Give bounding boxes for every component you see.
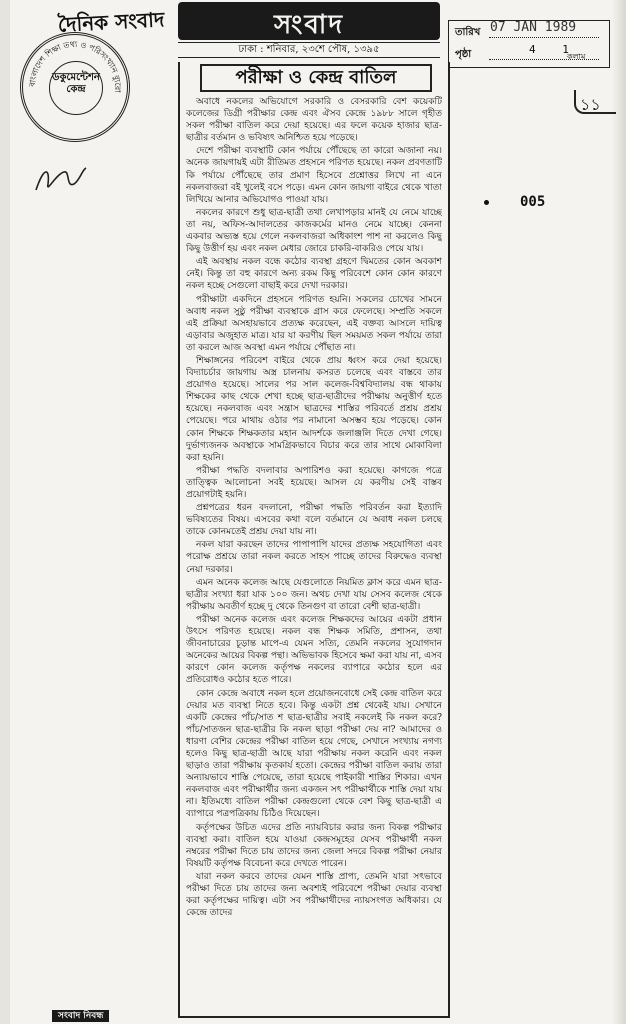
handwritten-signature (30, 160, 90, 200)
newspaper-logo (178, 2, 440, 40)
article-paragraph: প্রশ্নপত্রের ধরন বদলানো, পরীক্ষা পদ্ধতি পরিবর্তন করা ইত্যাদি ভবিষ্যতের বিষয়। এসবের কথা বলে বর্তমানে যে অবাধ নকল চলছে তাকে কোনমতেই প্রশ্রয় দেয়া যায় না। (186, 503, 442, 538)
bottom-tag: সংবাদ নিবন্ধ (52, 1010, 109, 1022)
article-paragraph: পরীক্ষা পদ্ধতি বদলাবার অপারিশও করা হয়েছে। কাগজে পত্রে তাত্ত্বিক আলোচনা সবই হয়েছে। আসল যে করণীয় সেই বাস্তব প্রয়োগটাই হয়নি। (186, 465, 442, 500)
dot-mark (484, 200, 489, 205)
newspaper-logo-text: সংবাদ (273, 10, 345, 40)
page-edge-left (0, 0, 10, 1024)
documentation-stamp (20, 32, 130, 142)
stamp-center-line1: ডকুমেন্টেশন (52, 72, 100, 83)
stamp-inner-circle (49, 61, 103, 115)
article-body (186, 96, 442, 1010)
article-paragraph: দেশে পরীক্ষা ব্যবস্থাটি কোন পর্যায়ে পৌঁছেছে তা কারো অজানা নয়। অনেক জায়গায়ই এটা রীতিমত প্রহসনে পরিণত হয়েছে। নকল প্রবণতাটি কি পর্যায়ে পৌঁছেছে তার প্রমাণ হিসেবে প্রশ্নোত্তর লিখে না এনে নকলবাজরা বই খুলেই বসে পড়ে। এমন কোন জায়গা বাইরে থেকে খাতা লিখিয়ে আনার অভিযোগও পাওয়া যায়। (186, 146, 442, 205)
article-paragraph: পরীক্ষাটা একদিনে প্রহসনে পরিণত হয়নি। সকলের চোখের সামনে অবাধ নকল সুষ্ঠু পরীক্ষা ব্যবস্থাকে গ্রাস করে ফেলেছে। সম্প্রতি সকলে এই প্রক্রিয়া অসহায়ভাবে প্রত্যক্ষ করেছেন, এই বক্তব্য আসলে দায়িত্ব এড়াবার অজুহাত মাত্র। যার যা করণীয় ছিল সময়মত সকল পর্যায়ে তারা তা করলে আজ অবস্থা এমন পর্যায়ে পৌঁছাত না। (186, 294, 442, 353)
article-paragraph: শিক্ষাঙ্গনের পরিবেশ বাইরে থেকে প্রায় ধ্বংস করে দেয়া হয়েছে। বিদ্যাচর্চার জায়গায় অস্ত্র চালনায় কসরত চলেছে এবং বাস্তবে তার প্রয়োগও হয়েছে। সালের পর সাল কলেজ-বিশ্ববিদ্যালয় বন্ধ থাকায় শিক্ষকের কাছ থেকে শেখা হচ্ছে ছাত্র-ছাত্রীদের পরীক্ষায় অনুত্তীর্ণ হতে হয়েছে। নকলবাজ এবং সন্ত্রাস ছাত্রদের শাস্তির পরিবর্তে প্রশ্রয় প্রশ্রয় পেয়েছে। পরে মাথায় ওঠার পর নামানো অসম্ভব হয়ে পড়েছে। কোন কোন শিক্ষকে শিক্ষকতার মহান আদর্শকে জলাঞ্জলি দিতে দেখা গেছে। দুর্ভাগ্যজনক অবস্থাকে সামগ্রিকভাবে বিচার করে তার সাথে মোকাবিলা করা হয়নি। (186, 355, 442, 463)
article-headline: পরীক্ষা ও কেন্দ্র বাতিল (200, 64, 432, 92)
catalog-page-label: পৃষ্ঠা (455, 49, 472, 60)
editorial-article (178, 62, 450, 1018)
article-paragraph: নকলের কারণে শুধু ছাত্র-ছাত্রী তথা লেখাপড়ার মানই যে নেমে যাচ্ছে তা নয়, অফিস-আদালতের কাজকর্মের মানও নেমে যাচ্ছে। কেননা একবার অভ্যস্ত হয়ে গেলে নকলবাজরা অধিকাংশ পাশ না করলেও কিছু কিছু উত্তীর্ণ হয় এবং নকল মেধার জোরে চাকরি-বাকরিও পেয়ে যায়। (186, 207, 442, 255)
page-edge-right (612, 0, 626, 1024)
catalog-date-line (489, 37, 599, 38)
daily-label: দৈনিক সংবাদ (57, 7, 165, 37)
article-paragraph: অবাধে নকলের অভিযোগে সরকারি ও বেসরকারি বেশ কয়েকটি কলেজের ডিগ্রী পরীক্ষার কেন্দ্র এবং ঐসব কেন্দ্রে ১৯৮৮ সালে গৃহীত সকল পরীক্ষা বাতিল করে দেয়া হয়েছে। এর ফলে কয়েক হাজার ছাত্র-ছাত্রীর বর্তমান ও ভবিষ্যৎ অনিশ্চিত হয়ে পড়েছে। (186, 97, 442, 144)
article-paragraph: কর্তৃপক্ষের উচিত এদের প্রতি ন্যায়বিচার করার জন্য বিকল্প পরীক্ষার ব্যবস্থা করা। বাতিল হয়ে যাওয়া কেন্দ্রসমূহের যেসব পরীক্ষার্থী নকল নম্বরের পরীক্ষা দিতে চায় তাদের জন্য জেলা সদরে বিকল্প পরীক্ষা নেয়ার বিষয়টি কর্তৃপক্ষ বিবেচনা করে দেখতে পারেন। (186, 822, 442, 869)
catalog-column-value: 1 (562, 43, 569, 56)
newspaper-masthead (57, 2, 440, 40)
article-paragraph: কোন কেন্দ্রে অবাধে নকল হলে প্রয়োজনবোধে সেই কেন্দ্র বাতিল করে দেয়ার মত ব্যবস্থা নিতে হবে। কিন্তু একটা প্রশ্ন থেকেই যায়। সেখানে একটি কেন্দ্রের পাঁচ/সাত শ ছাত্র-ছাত্রীর সবাই নকলেই কি নকল করে? পাঁচ/সাতজন ছাত্র-ছাত্রীর কি নকল ছাড়া পরীক্ষা দেয় না? আমাদের ও ধারণা বেশির কেন্দ্রের পরীক্ষা বাতিল হয়ে গেছে, সেখানে সংখ্যায় নগণ্য হলেও কিছু ছাত্র-ছাত্রী আছে যারা পরীক্ষায় নকল করেনি এবং নকল ছাড়াও তারা পরীক্ষায় কৃতকার্য হতো। কেন্দ্রের পরীক্ষা বাতিল করায় তারা অন্যায়ভাবে শাস্তি পেয়েছে, তারা হয়েছে পাইকারী শাস্তির শিকার। এখন নকলবাজ এবং পরীক্ষার্থীর জন্য একজন সৎ পরীক্ষার্থীকে শাস্তি দেয়া যায় না। ইতিমধ্যে বাতিল পরীক্ষা কেন্দ্রগুলো থেকে বেশ কিছু ছাত্র-ছাত্রী এ ব্যাপারে পত্রপত্রিকায় চিঠিও দিয়েছেন। (186, 688, 442, 820)
article-paragraph: নকল যারা করছেন তাদের পাপাপাপি যাদের প্রত্যক্ষ সহযোগিতা এবং পরোক্ষ প্রশ্রয়ে তারা নকল করতে সাহস পাচ্ছে তাদের বিরুদ্ধেও ব্যবস্থা নেয়া দরকার। (186, 540, 442, 575)
article-paragraph: যারা নকল করবে তাদের যেমন শাস্তি প্রাপ্য, তেমনি যারা সৎভাবে পরীক্ষা দিতে চায় তাদের জন্য অবশ্যই পরিবেশে পরীক্ষা দেয়ার ব্যবস্থা করা কর্তৃপক্ষের দায়িত্ব। এটা সব পরীক্ষার্থীদের ন্যায়সংগত অধিকার। যে কেন্দ্রে তাদের (186, 871, 442, 919)
stamp-ring-label: বাংলাদেশ শিক্ষা তথ্য ও পরিসংখ্যান ব্যুরো (27, 39, 123, 93)
article-paragraph: এমন অনেক কলেজ আছে যেগুলোতে নিয়মিত ক্লাস করে এমন ছাত্র-ছাত্রীর সংখ্যা ধরা যাক ১০০ জন। অথচ দেখা যায় সেসব কলেজ থেকে পরীক্ষায় অবতীর্ণ হচ্ছে দু থেকে তিনগুণ বা তারো বেশী ছাত্র-ছাত্রী। (186, 577, 442, 612)
catalog-column-label: কলাম (567, 52, 586, 61)
sheet-number: 005 (520, 194, 546, 210)
dateline: ঢাকা : শনিবার, ২৩শে পৌষ, ১৩৯৫ (178, 42, 440, 58)
catalog-date-stamp: 07 JAN 1989 (490, 20, 577, 35)
handwritten-number: ১১ (580, 95, 601, 114)
article-paragraph: পরীক্ষা অনেক কলেজ এবং কলেজ শিক্ষকদের আয়ের একটা প্রধান উৎসে পরিণত হয়েছে। নকল বন্ধ শিক্ষক সমিতি, প্রশাসন, তথা জীবনাচারের চূড়ান্ত মাপে-এ যেমন সত্যি, তেমনি নকলের সুযোগদান অনেকের আয়ের বিকল্প পন্থা। অভিভাবক হিসেবে ক্ষমা করা যায় না, এসব কারণে কোন কলেজ কর্তৃপক্ষ নকলের ব্যাপারে কঠোর হলে এর প্রতিরোধও কঠোর হতে পারে। (186, 614, 442, 686)
catalog-page-value: 4 (529, 43, 536, 56)
article-paragraph: এই অবস্থায় নকল বন্ধে কঠোর ব্যবস্থা গ্রহণে দ্বিমতের কোন অবকাশ নেই। কিন্তু তা বহু কারণে অন্য রকম কিছু পরিবেশে কোন কোন কারণে নকল হচ্ছে সেগুলো বাছাই করে দেখা দরকার। (186, 257, 442, 292)
stamp-center-line2: কেন্দ্র (66, 84, 86, 95)
catalog-date-label: তারিখ (455, 27, 481, 38)
